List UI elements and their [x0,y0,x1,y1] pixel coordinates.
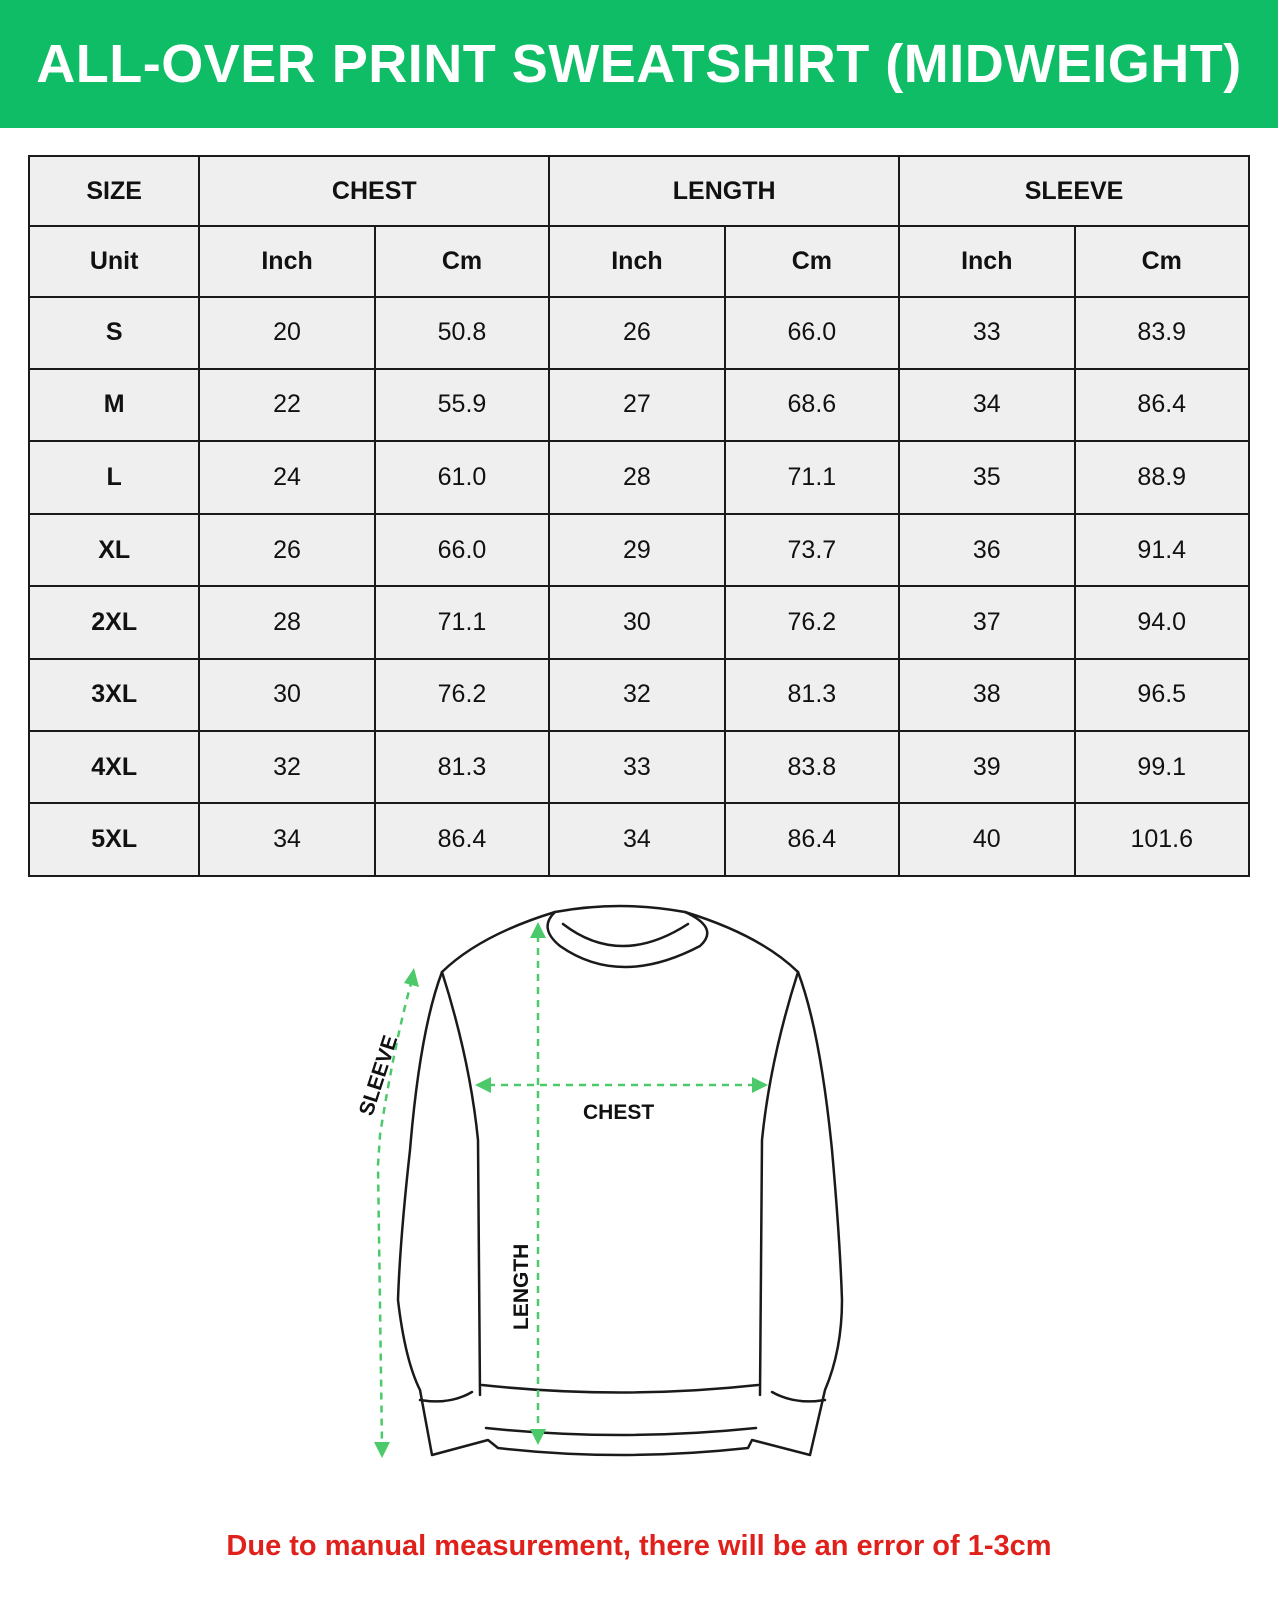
chest-cm-cell: 86.4 [375,803,549,876]
sleeve-arrow-top [404,968,419,987]
size-rows [29,297,1249,876]
hem-bottom [486,1428,756,1435]
size-cell: 2XL [29,586,199,659]
right-sleeve-seam [760,972,798,1395]
sleeve-inch-cell: 39 [899,731,1074,804]
length-cm-cell: 73.7 [725,514,899,587]
length-inch-cell: 26 [549,297,724,369]
measure-lines [378,935,756,1445]
length-inch-cell: 29 [549,514,724,587]
sleeve-cm-cell: 94.0 [1075,586,1249,659]
chest-inch-cell: 26 [199,514,374,587]
size-cell: 4XL [29,731,199,804]
chest-header: CHEST [199,156,549,226]
sleeve-cm-cell: 99.1 [1075,731,1249,804]
table-row [29,441,1249,514]
unit-length-cm: Cm [725,226,899,297]
left-sleeve-seam [442,972,480,1395]
right-cuff-top [772,1392,825,1401]
sleeve-cm-cell: 96.5 [1075,659,1249,731]
body-outline [398,912,842,1455]
table-row [29,731,1249,804]
length-cm-cell: 68.6 [725,369,899,442]
chest-inch-cell: 34 [199,803,374,876]
chest-cm-cell: 61.0 [375,441,549,514]
sleeve-cm-cell: 88.9 [1075,441,1249,514]
length-arrow-bottom [530,1429,546,1445]
size-cell: M [29,369,199,442]
chest-inch-cell: 32 [199,731,374,804]
sweatshirt-outline [398,906,842,1455]
table-row [29,659,1249,731]
hem-top [482,1385,758,1393]
sleeve-inch-cell: 36 [899,514,1074,587]
left-cuff-top [420,1392,472,1401]
chest-cm-cell: 66.0 [375,514,549,587]
header-row [29,156,1249,226]
sleeve-header: SLEEVE [899,156,1249,226]
size-cell: 5XL [29,803,199,876]
unit-chest-inch: Inch [199,226,374,297]
chest-cm-cell: 50.8 [375,297,549,369]
chest-cm-cell: 71.1 [375,586,549,659]
measurement-note: Due to manual measurement, there will be an error of 1-3cm [226,1530,1052,1562]
table-row [29,514,1249,587]
length-inch-cell: 30 [549,586,724,659]
chest-inch-cell: 24 [199,441,374,514]
chest-inch-cell: 22 [199,369,374,442]
sleeve-cm-cell: 91.4 [1075,514,1249,587]
collar-outer [548,906,708,967]
sweatshirt-diagram [0,880,1278,1510]
page-title: ALL-OVER PRINT SWEATSHIRT (MIDWEIGHT) [36,34,1242,94]
size-header: SIZE [29,156,199,226]
length-arrow-top [530,922,546,938]
chest-cm-cell: 76.2 [375,659,549,731]
length-inch-cell: 33 [549,731,724,804]
length-inch-cell: 27 [549,369,724,442]
length-inch-cell: 28 [549,441,724,514]
size-cell: L [29,441,199,514]
length-cm-cell: 66.0 [725,297,899,369]
sweatshirt-illustration [0,880,1278,1510]
sleeve-cm-cell: 86.4 [1075,369,1249,442]
sleeve-inch-cell: 35 [899,441,1074,514]
size-cell: S [29,297,199,369]
title-banner [0,0,1278,128]
unit-chest-cm: Cm [375,226,549,297]
length-header: LENGTH [549,156,899,226]
length-inch-cell: 32 [549,659,724,731]
unit-label: Unit [29,226,199,297]
chest-arrow-left [475,1077,491,1093]
chest-arrow-right [752,1077,768,1093]
length-cm-cell: 76.2 [725,586,899,659]
sleeve-arrow-bottom [374,1442,390,1458]
sleeve-inch-cell: 33 [899,297,1074,369]
unit-sleeve-cm: Cm [1075,226,1249,297]
size-cell: 3XL [29,659,199,731]
sleeve-label: SLEEVE [354,1032,403,1119]
size-chart-table [28,155,1250,877]
sleeve-cm-cell: 101.6 [1075,803,1249,876]
chest-inch-cell: 28 [199,586,374,659]
chest-cm-cell: 55.9 [375,369,549,442]
sleeve-inch-cell: 38 [899,659,1074,731]
sleeve-inch-cell: 37 [899,586,1074,659]
sleeve-cm-cell: 83.9 [1075,297,1249,369]
length-cm-cell: 71.1 [725,441,899,514]
sleeve-inch-cell: 34 [899,369,1074,442]
unit-length-inch: Inch [549,226,724,297]
size-cell: XL [29,514,199,587]
table-row [29,586,1249,659]
unit-row [29,226,1249,297]
table-row [29,297,1249,369]
collar-inner [563,924,688,946]
unit-sleeve-inch: Inch [899,226,1074,297]
chest-inch-cell: 30 [199,659,374,731]
chest-cm-cell: 81.3 [375,731,549,804]
length-cm-cell: 86.4 [725,803,899,876]
table-row [29,369,1249,442]
length-cm-cell: 81.3 [725,659,899,731]
sleeve-inch-cell: 40 [899,803,1074,876]
length-cm-cell: 83.8 [725,731,899,804]
length-inch-cell: 34 [549,803,724,876]
table-row [29,803,1249,876]
chest-label: CHEST [583,1101,655,1124]
chest-inch-cell: 20 [199,297,374,369]
length-label: LENGTH [510,1243,533,1330]
